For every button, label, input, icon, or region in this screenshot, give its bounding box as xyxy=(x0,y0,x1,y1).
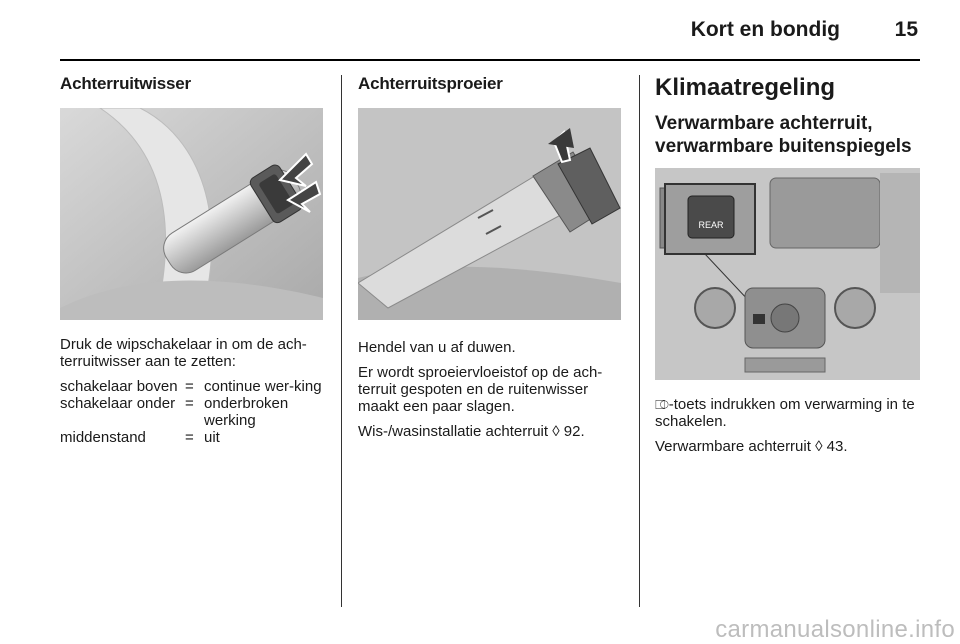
table-row xyxy=(60,378,325,395)
subsection-heading: Verwarmbare achterruit, verwarmbare buitenspiegels xyxy=(655,113,912,157)
rear-button-label: REAR xyxy=(698,220,724,230)
row-value: continue wer-king xyxy=(204,378,322,395)
paragraph-press-button-text: -toets indrukken om verwarming in te schakelen. xyxy=(655,396,915,430)
paragraph-reference: Verwarmbare achterruit ◊ 43. xyxy=(655,438,848,455)
row-value: onderbroken werking xyxy=(204,395,289,429)
table-row xyxy=(60,395,325,429)
row-value: uit xyxy=(204,429,220,446)
table-row xyxy=(60,429,325,446)
paragraph-instruction: Druk de wipschakelaar in om de ach-terruitwisser aan te zetten: xyxy=(60,336,307,370)
column-divider-2 xyxy=(639,75,640,607)
column-rear-wiper xyxy=(60,74,325,446)
paragraph-spray-description: Er wordt sproeiervloeistof op de ach-terruit gespoten en de ruitenwisser maakt een paar slagen. xyxy=(358,364,603,415)
paragraph-press-button xyxy=(655,396,923,430)
page-header-title: Kort en bondig xyxy=(690,18,840,41)
row-equals: = xyxy=(185,395,194,412)
paragraph-reference: Wis-/wasinstallatie achterruit ◊ 92. xyxy=(358,423,585,440)
column-rear-washer xyxy=(358,74,623,448)
section-heading: Achterruitsproeier xyxy=(358,74,503,93)
section-heading: Achterruitwisser xyxy=(60,74,191,93)
paragraph-push-lever: Hendel van u af duwen. xyxy=(358,339,516,356)
watermark: carmanualsonline.info xyxy=(715,616,955,643)
column-climate-control xyxy=(655,74,923,463)
header-rule xyxy=(60,59,920,61)
rear-window-heater-icon: ⎄ xyxy=(655,397,669,412)
row-key: middenstand xyxy=(60,429,146,446)
figure-washer-stalk xyxy=(358,108,621,320)
row-key: schakelaar onder xyxy=(60,395,176,412)
page-number: 15 xyxy=(894,18,918,41)
figure-climate-panel xyxy=(655,168,920,380)
row-equals: = xyxy=(185,429,194,446)
row-equals: = xyxy=(185,378,194,395)
figure-wiper-switch xyxy=(60,108,323,320)
column-divider-1 xyxy=(341,75,342,607)
switch-position-table xyxy=(60,378,325,446)
row-key: schakelaar boven xyxy=(60,378,178,395)
chapter-heading: Klimaatregeling xyxy=(655,74,836,101)
